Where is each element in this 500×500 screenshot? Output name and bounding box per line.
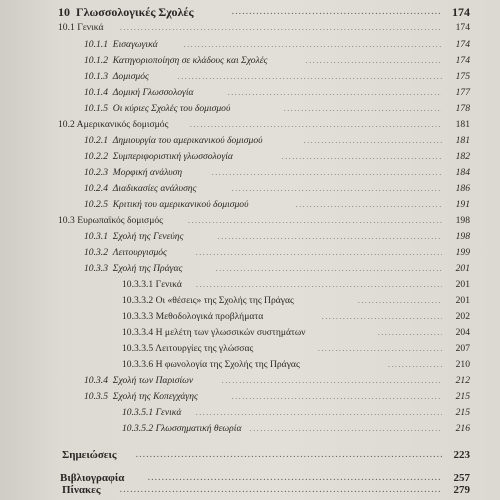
toc-subsection-row[interactable] [0, 230, 500, 244]
toc-title: Γενικά [77, 22, 104, 33]
toc-subsection-row[interactable] [0, 102, 500, 116]
toc-title: Σχολή των Παρισίων [112, 375, 194, 386]
toc-number: 10.1 [58, 22, 75, 33]
toc-subsection-row[interactable] [0, 134, 500, 148]
toc-number: 10.3.3.3 [122, 311, 154, 322]
toc-number: 10.2 [58, 119, 75, 130]
toc-leader-dots [184, 38, 442, 52]
toc-leader-dots [120, 21, 442, 35]
toc-subsection-row[interactable] [0, 86, 500, 100]
toc-subsection-row[interactable] [0, 246, 500, 260]
toc-subsubsection-row[interactable] [0, 358, 500, 372]
toc-subsubsection-row[interactable] [0, 422, 500, 436]
toc-leader-dots [306, 54, 442, 68]
toc-title: Σχολή της Γενεύης [112, 231, 184, 242]
toc-leader-dots [322, 310, 442, 324]
toc-number: 10.2.3 [84, 167, 108, 178]
toc-number: 10.3.2 [84, 247, 108, 258]
toc-page-number: 198 [455, 231, 470, 242]
toc-page-number: 207 [455, 343, 470, 354]
toc-subsection-row[interactable] [0, 198, 500, 212]
toc-chapter-row[interactable] [0, 4, 500, 20]
toc-title: Μεθοδολογικά προβλήματα [155, 311, 264, 322]
toc-leader-dots [196, 246, 442, 260]
toc-page-number: 199 [455, 247, 470, 258]
toc-number: 10.2.2 [84, 151, 108, 162]
toc-page-number: 210 [455, 359, 470, 370]
toc-leader-dots [190, 118, 442, 132]
toc-title: Μορφική ανάλυση [112, 167, 183, 178]
toc-subsection-row[interactable] [0, 38, 500, 52]
toc-title: Αμερικανικός δομισμός [76, 119, 169, 130]
toc-page-number: 178 [455, 103, 470, 114]
toc-title: Εισαγωγικά [112, 39, 158, 50]
toc-page-number: 184 [455, 167, 470, 178]
toc-leader-dots [232, 182, 442, 196]
toc-title: Οι κύριες Σχολές του δομισμού [112, 103, 231, 114]
toc-leader-dots [136, 447, 442, 463]
toc-title: Γλωσσολογικές Σχολές [76, 5, 194, 19]
toc-page-number: 181 [455, 119, 470, 130]
toc-number: 10.3.3.1 [122, 279, 154, 290]
toc-page-number: 174 [455, 39, 470, 50]
toc-section-row[interactable] [0, 214, 500, 228]
toc-title: Δομική Γλωσσολογία [112, 87, 194, 98]
toc-page-number: 175 [455, 71, 470, 82]
toc-number: 10.1.2 [84, 55, 108, 66]
toc-title: Γενικά [155, 407, 182, 418]
toc-page-number: 177 [455, 87, 470, 98]
toc-number: 10.2.5 [84, 199, 108, 210]
toc-page-number: 202 [455, 311, 470, 322]
toc-leader-dots [222, 374, 442, 388]
toc-leader-dots [388, 358, 442, 372]
toc-page-number: 212 [455, 375, 470, 386]
toc-number: 10.3.3.6 [122, 359, 154, 370]
toc-title: Διαδικασίες ανάλυσης [112, 183, 197, 194]
toc-backmatter-notes[interactable] [0, 447, 500, 463]
toc-subsection-row[interactable] [0, 262, 500, 276]
toc-subsubsection-row[interactable] [0, 326, 500, 340]
toc-title: Κατηγοριοποίηση σε κλάδους και Σχολές [112, 55, 268, 66]
toc-title: Σημειώσεις [62, 449, 117, 461]
toc-subsection-row[interactable] [0, 54, 500, 68]
toc-leader-dots [228, 86, 442, 100]
toc-number: 10.3.4 [84, 375, 108, 386]
toc-title: Γενικά [155, 279, 182, 290]
toc-number: 10.3.5.1 [122, 407, 154, 418]
toc-title: Οι «θέσεις» της Σχολής της Πράγας [155, 295, 294, 306]
toc-number: 10.3.1 [84, 231, 108, 242]
toc-title: Κριτική του αμερικανικού δομισμού [112, 199, 249, 210]
toc-page-number: 174 [452, 5, 470, 19]
toc-number: 10.2.4 [84, 183, 108, 194]
toc-number: 10.3.3.5 [122, 343, 154, 354]
toc-section-row[interactable] [0, 21, 500, 35]
toc-subsection-row[interactable] [0, 182, 500, 196]
toc-title: Σχολή της Πράγας [112, 263, 183, 274]
toc-subsection-row[interactable] [0, 166, 500, 180]
toc-leader-dots [250, 422, 442, 436]
toc-leader-dots [196, 406, 442, 420]
toc-page-number: 201 [455, 263, 470, 274]
toc-page-number: 201 [455, 295, 470, 306]
toc-page-number: 198 [455, 215, 470, 226]
toc-leader-dots [212, 166, 442, 180]
toc-leader-dots [120, 482, 442, 498]
toc-title: Λειτουργίες της γλώσσας [155, 343, 254, 354]
toc-subsection-row[interactable] [0, 390, 500, 404]
toc-number: 10.1.5 [84, 103, 108, 114]
toc-backmatter-tables[interactable] [0, 482, 500, 498]
toc-title: Συμπεριφοριστική γλωσσολογία [112, 151, 233, 162]
toc-section-row[interactable] [0, 118, 500, 132]
toc-page-number: 215 [455, 391, 470, 402]
toc-page-number: 181 [455, 135, 470, 146]
toc-leader-dots [216, 262, 442, 276]
toc-leader-dots [296, 198, 442, 212]
toc-subsection-row[interactable] [0, 70, 500, 84]
toc-number: 10.3.3.2 [122, 295, 154, 306]
toc-number: 10.1.1 [84, 39, 108, 50]
toc-page-number: 204 [455, 327, 470, 338]
toc-leader-dots [218, 230, 442, 244]
toc-leader-dots [378, 326, 442, 340]
toc-page-number: 191 [455, 199, 470, 210]
toc-number: 10.3.5.2 [122, 423, 154, 434]
toc-leader-dots [196, 278, 442, 292]
toc-title: Δημιουργία του αμερικανικού δομισμού [112, 135, 263, 146]
toc-page-number: 186 [455, 183, 470, 194]
toc-title: Βιβλιογραφία [60, 472, 125, 484]
toc-leader-dots [232, 4, 442, 20]
toc-number: 10.3.3.4 [122, 327, 154, 338]
toc-number: 10.3.5 [84, 391, 108, 402]
toc-page-number: 223 [453, 449, 470, 461]
toc-title: Η φωνολογία της Σχολής της Πράγας [155, 359, 300, 370]
toc-leader-dots [188, 214, 442, 228]
toc-leader-dots [284, 102, 442, 116]
toc-leader-dots [232, 390, 442, 404]
toc-title: Η μελέτη των γλωσσικών συστημάτων [155, 327, 306, 338]
toc-title: Λειτουργισμός [112, 247, 167, 258]
toc-page-number: 182 [455, 151, 470, 162]
toc-page-number: 174 [455, 55, 470, 66]
toc-number: 10.3 [58, 215, 75, 226]
toc-page-number: 215 [455, 407, 470, 418]
toc-number: 10.2.1 [84, 135, 108, 146]
toc-title: Πίνακες [62, 484, 101, 496]
toc-subsection-row[interactable] [0, 374, 500, 388]
toc-subsubsection-row[interactable] [0, 294, 500, 308]
toc-subsubsection-row[interactable] [0, 278, 500, 292]
toc-number: 10.1.3 [84, 71, 108, 82]
toc-subsubsection-row[interactable] [0, 310, 500, 324]
toc-page-number: 279 [453, 484, 470, 496]
toc-number: 10 [58, 5, 70, 19]
toc-subsubsection-row[interactable] [0, 342, 500, 356]
toc-title: Γλωσσηματική θεωρία [155, 423, 242, 434]
toc-page-number: 216 [455, 423, 470, 434]
toc-leader-dots [282, 150, 442, 164]
toc-number: 10.3.3 [84, 263, 108, 274]
toc-leader-dots [304, 134, 442, 148]
toc-number: 10.1.4 [84, 87, 108, 98]
toc-page-number: 201 [455, 279, 470, 290]
toc-title: Δομισμός [112, 71, 149, 82]
toc-subsection-row[interactable] [0, 150, 500, 164]
toc-title: Ευρωπαϊκός δομισμός [77, 215, 163, 226]
toc-leader-dots [178, 70, 442, 84]
toc-page-number: 174 [455, 22, 470, 33]
toc-title: Σχολή της Κοπεγχάγης [112, 391, 198, 402]
toc-subsubsection-row[interactable] [0, 406, 500, 420]
toc-leader-dots [318, 342, 442, 356]
toc-leader-dots [358, 294, 442, 308]
toc-page-number: 257 [453, 472, 470, 484]
